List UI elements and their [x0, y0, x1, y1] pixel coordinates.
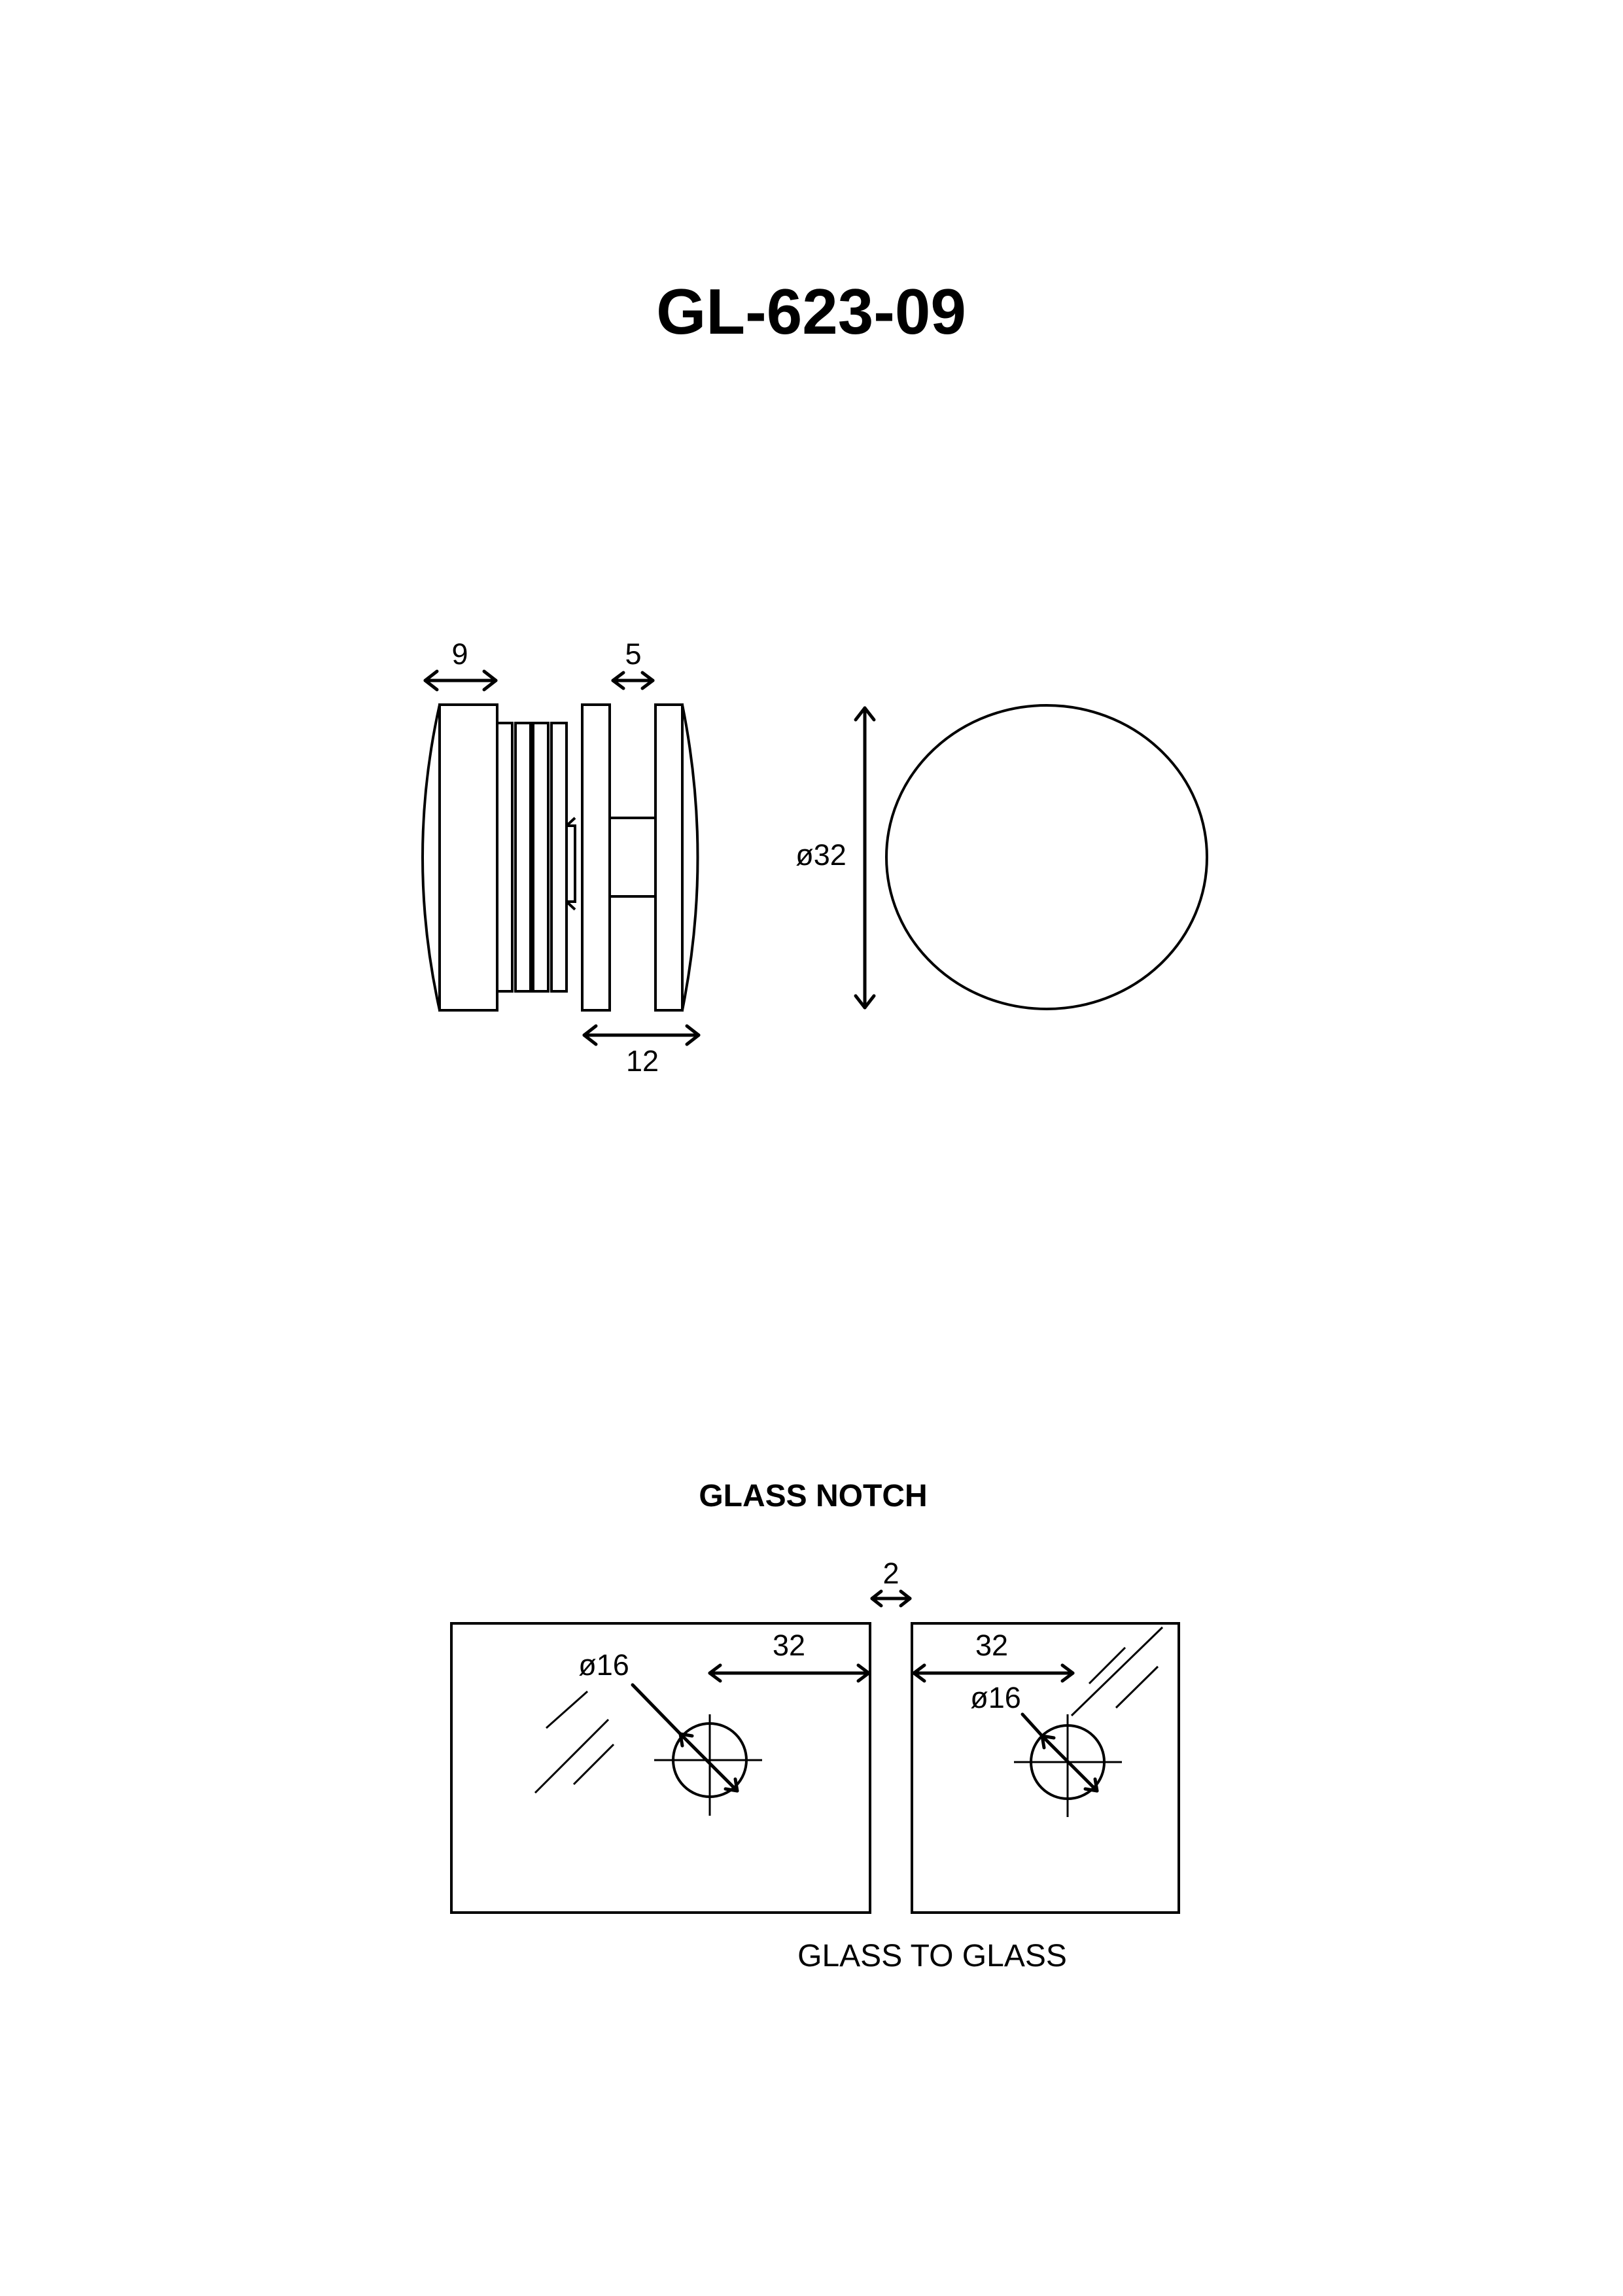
dimension-diameter-label: ø32: [795, 838, 846, 872]
dimension-5-label: 5: [625, 637, 642, 671]
glass-panel-left-outline: [451, 1623, 870, 1913]
knob-face-circle: [886, 705, 1207, 1009]
edge-distance-right-label: 32: [975, 1629, 1009, 1662]
glass-reflection-line: [1072, 1627, 1162, 1716]
dimension-gap-2: [872, 1557, 910, 1606]
dimension-12-label: 12: [625, 1044, 659, 1078]
dimension-gap-label: 2: [882, 1557, 899, 1590]
clamp-plate-left: [582, 705, 610, 1010]
hole-left-diameter-label: ø16: [578, 1648, 629, 1682]
spindle: [610, 818, 655, 896]
knob-front-view: [886, 705, 1207, 1009]
dimension-9: [425, 637, 496, 690]
outer-cap: [440, 705, 497, 1010]
glass-panel-right-outline: [912, 1623, 1179, 1913]
rib-4: [551, 723, 567, 991]
dimension-diameter-32: [795, 708, 874, 1008]
glass-panel-right: [912, 1623, 1179, 1913]
page-title: GL-623-09: [656, 275, 966, 347]
glass-reflection-line: [1116, 1667, 1158, 1708]
rib-3: [533, 723, 548, 991]
glass-to-glass-caption: GLASS TO GLASS: [797, 1939, 1067, 1973]
glass-reflection-line: [1089, 1648, 1125, 1684]
glass-panel-left: [451, 1623, 870, 1913]
inner-cap-dome: [682, 705, 698, 1010]
rib-2: [515, 723, 531, 991]
glass-reflection-line: [546, 1691, 587, 1728]
stub: [567, 826, 575, 902]
rib-1: [497, 723, 512, 991]
edge-distance-left-label: 32: [772, 1629, 806, 1662]
glass-reflection-line: [535, 1720, 608, 1793]
outer-cap-dome: [423, 705, 440, 1010]
glass-notch-heading: GLASS NOTCH: [699, 1479, 928, 1513]
glass-reflection-line: [574, 1744, 614, 1784]
dimension-12: [584, 1026, 699, 1078]
dimension-5: [613, 637, 653, 688]
dimension-9-label: 9: [451, 637, 468, 671]
inner-cap: [655, 705, 682, 1010]
knob-side-view: [423, 705, 698, 1010]
hole-right-diameter-label: ø16: [970, 1681, 1021, 1714]
